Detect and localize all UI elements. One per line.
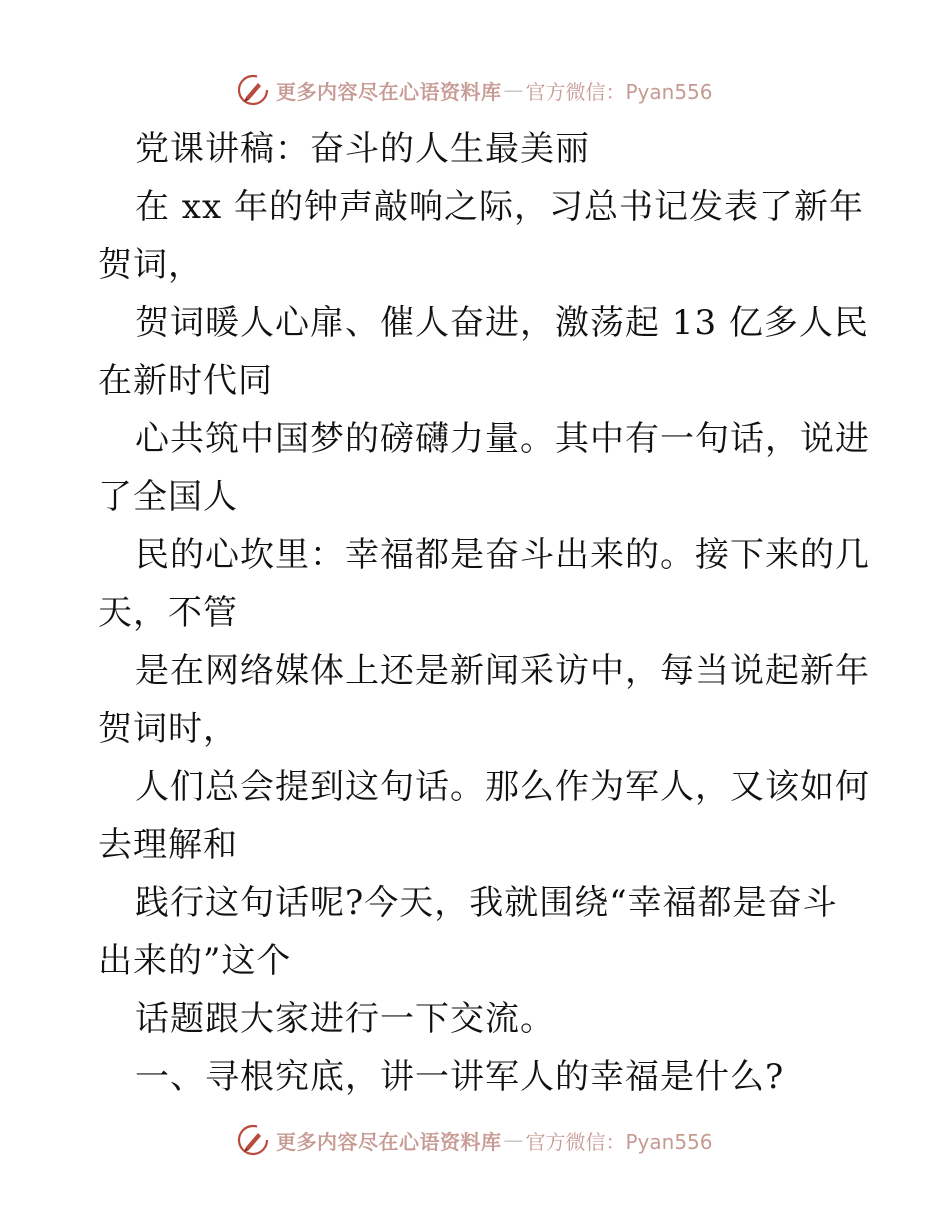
paragraph-line: 出来的”这个 [98, 941, 292, 981]
paragraph-line: 天，不管 [98, 593, 238, 633]
pen-logo-icon [236, 73, 270, 107]
paragraph-line: 贺词暖人心扉、催人奋进，激荡起 13 亿多人民 [135, 303, 869, 343]
paragraph-line: 贺词， [98, 245, 203, 285]
watermark-dash: — [503, 1128, 524, 1152]
watermark-contact-text: 官方微信：Pyan556 [525, 79, 713, 104]
paragraph-line: 心共筑中国梦的磅礴力量。其中有一句话，说进 [135, 419, 870, 459]
watermark-dash: — [503, 78, 524, 102]
document-body [98, 120, 870, 1106]
section-heading: 一、寻根究底，讲一讲军人的幸福是什么? [135, 1057, 785, 1097]
watermark-site-text: 更多内容尽在心语资料库 [276, 79, 502, 104]
paragraph-line: 去理解和 [98, 825, 238, 865]
paragraph-line: 人们总会提到这句话。那么作为军人，又该如何 [135, 767, 870, 807]
paragraph-line: 民的心坎里：幸福都是奋斗出来的。接下来的几 [135, 535, 870, 575]
paragraph-line: 践行这句话呢?今天，我就围绕“幸福都是奋斗 [135, 883, 838, 923]
paragraph-line: 是在网络媒体上还是新闻采访中，每当说起新年 [135, 651, 870, 691]
header-watermark [236, 72, 713, 108]
footer-watermark [236, 1122, 713, 1158]
watermark-contact-text: 官方微信：Pyan556 [525, 1129, 713, 1154]
pen-logo-icon [236, 1123, 270, 1157]
paragraph-line: 了全国人 [98, 477, 238, 517]
paragraph-line: 贺词时， [98, 709, 238, 749]
paragraph-line: 在新时代同 [98, 361, 273, 401]
watermark-site-text: 更多内容尽在心语资料库 [276, 1129, 502, 1154]
paragraph-line: 话题跟大家进行一下交流。 [135, 999, 555, 1039]
paragraph-line: 在 xx 年的钟声敲响之际，习总书记发表了新年 [135, 187, 864, 227]
document-title: 党课讲稿：奋斗的人生最美丽 [135, 129, 590, 169]
